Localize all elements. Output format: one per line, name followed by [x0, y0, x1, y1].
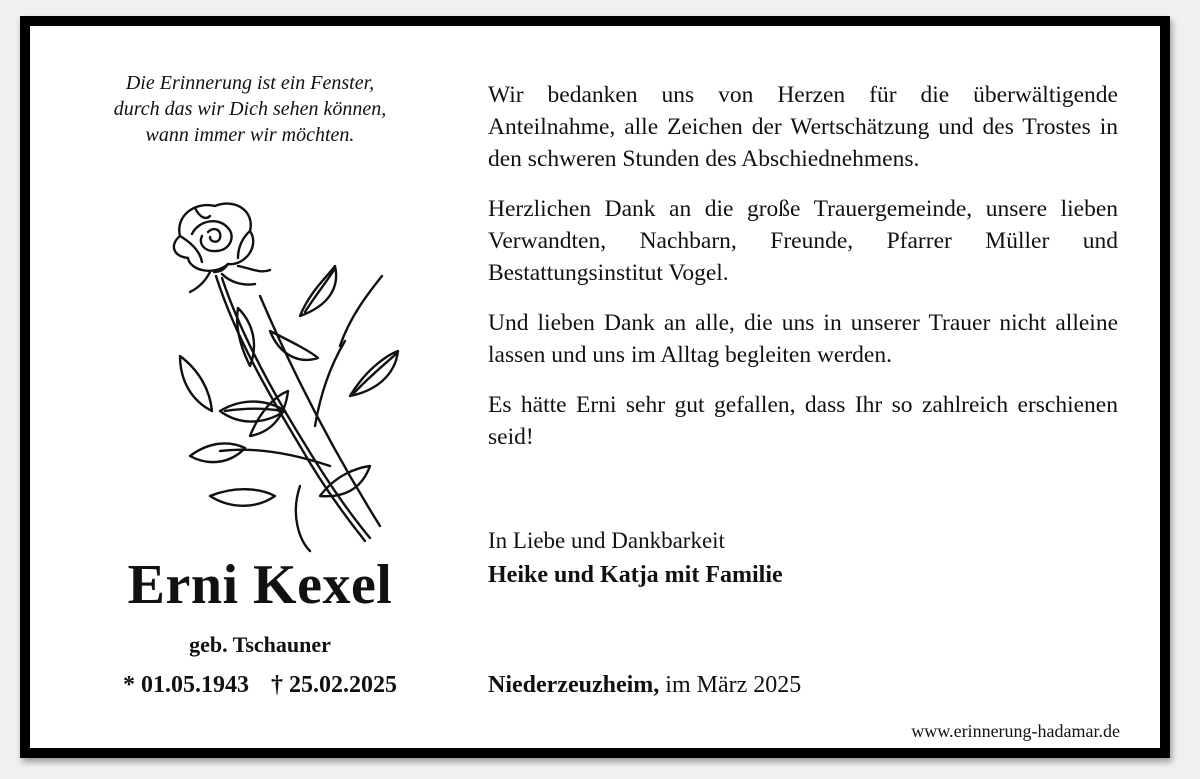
closing-greeting: In Liebe und Dankbarkeit	[488, 528, 725, 553]
paragraph: Herzlichen Dank an die große Trauergemeinde, unsere lieben Verwandten, Nachbarn, Freunde, Pfarrer Müller und Bestattungsinstitut Vogel.	[488, 196, 1118, 286]
place-town: Niederzeuzheim,	[488, 672, 660, 698]
paragraph: Wir bedanken uns von Herzen für die überwältigende Anteilnahme, alle Zeichen der Wertschätzung und des Trostes in den schweren Stunden des Abschiednehmens.	[488, 82, 1118, 172]
deceased-name: Erni Kexel	[127, 554, 393, 616]
closing-signature	[488, 524, 783, 592]
family-signature: Heike und Katja mit Familie	[488, 562, 783, 588]
paragraph: Und lieben Dank an alle, die uns in unserer Trauer nicht alleine lassen und uns im Alltag begleiten werden.	[488, 310, 1118, 368]
place-date	[488, 672, 801, 699]
notice-frame	[20, 16, 1170, 758]
motto-line: Die Erinnerung ist ein Fenster,	[125, 72, 375, 94]
birth-date: * 01.05.1943	[123, 672, 249, 698]
motto-line: wann immer wir möchten.	[145, 124, 355, 146]
thank-you-text	[488, 79, 1118, 471]
maiden-name: geb. Tschauner	[189, 632, 331, 657]
life-dates	[60, 672, 460, 699]
place-month: im März 2025	[665, 672, 802, 698]
motto-quote	[70, 70, 430, 148]
paragraph: Es hätte Erni sehr gut gefallen, dass Ihr so zahlreich erschienen seid!	[488, 392, 1118, 450]
death-date: † 25.02.2025	[271, 672, 397, 698]
rose-icon	[150, 196, 410, 566]
obituary-card	[30, 26, 1160, 748]
website-link[interactable]: www.erinnerung-hadamar.de	[911, 721, 1120, 741]
motto-line: durch das wir Dich sehen können,	[113, 98, 387, 120]
